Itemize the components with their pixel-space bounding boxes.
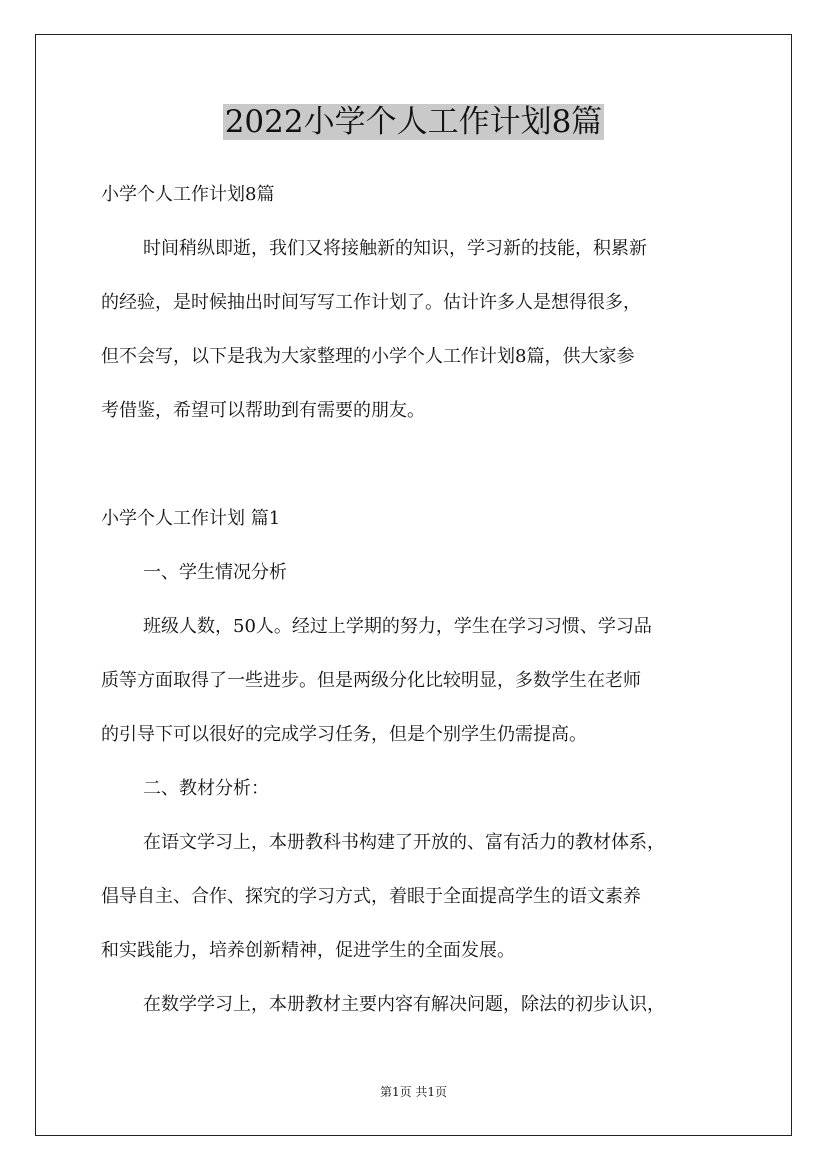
para1-line-2: 质等方面取得了一些进步。但是两级分化比较明显，多数学生在老师: [101, 670, 641, 691]
para1-line-3: 的引导下可以很好的完成学习任务，但是个别学生仍需提高。: [101, 724, 587, 745]
document-subtitle: 小学个人工作计划8篇: [101, 184, 275, 205]
para3-line-1: 在数学学习上，本册教材主要内容有解决问题，除法的初步认识，: [143, 994, 665, 1015]
intro-line-1: 时间稍纵即逝，我们又将接触新的知识，学习新的技能，积累新: [143, 238, 647, 259]
intro-line-3: 但不会写，以下是我为大家整理的小学个人工作计划8篇，供大家参: [101, 346, 635, 367]
para2-line-2: 倡导自主、合作、探究的学习方式，着眼于全面提高学生的语文素养: [101, 886, 641, 907]
heading-student-analysis: 一、学生情况分析: [143, 562, 287, 583]
document-title-text: 2022小学个人工作计划8篇: [224, 104, 603, 140]
heading-textbook-analysis: 二、教材分析：: [143, 778, 269, 799]
para2-line-1: 在语文学习上，本册教科书构建了开放的、富有活力的教材体系，: [143, 832, 665, 853]
intro-line-4: 考借鉴，希望可以帮助到有需要的朋友。: [101, 400, 425, 421]
document-title: [0, 101, 827, 143]
page-number: 第1页 共1页: [379, 1085, 448, 1099]
intro-line-2: 的经验，是时候抽出时间写写工作计划了。估计许多人是想得很多，: [101, 292, 641, 313]
section-heading: 小学个人工作计划 篇1: [101, 508, 281, 529]
para1-line-1: 班级人数，50人。经过上学期的努力，学生在学习习惯、学习品: [143, 616, 652, 637]
para2-line-3: 和实践能力，培养创新精神，促进学生的全面发展。: [101, 940, 515, 961]
